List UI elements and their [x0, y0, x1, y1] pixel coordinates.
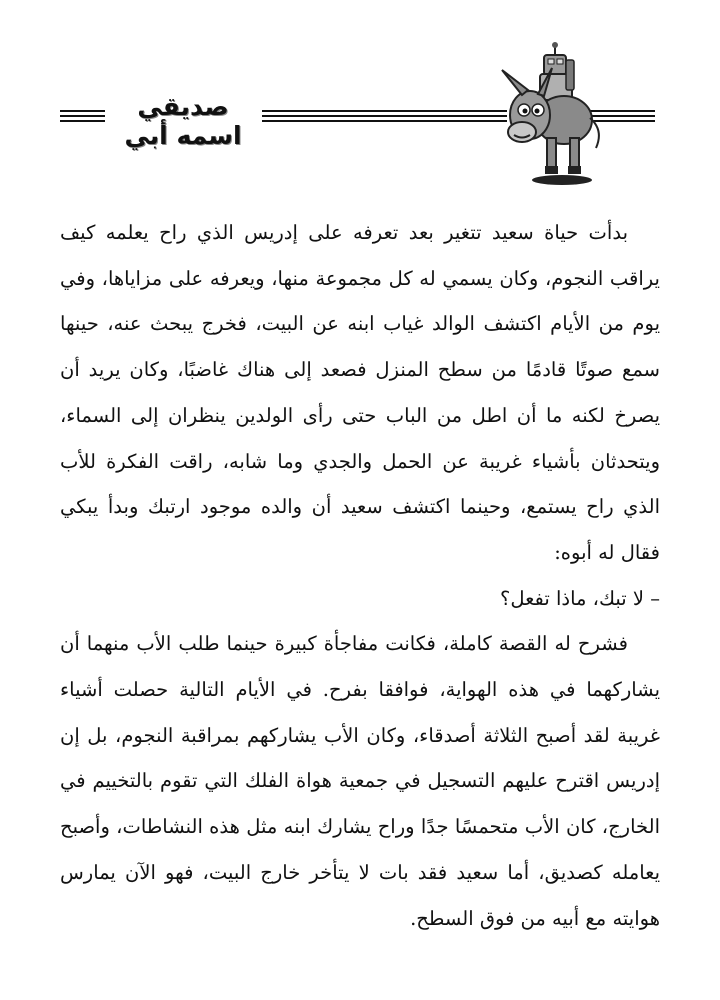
donkey-with-robot-icon — [492, 40, 612, 190]
decorative-rule-middle — [262, 110, 507, 124]
paragraph-2: فشرح له القصة كاملة، فكانت مفاجأة كبيرة حينما طلب الأب منهما أن يشاركهما في هذه الهواية، فوافقا بفرح. في الأيام التالية حصلت أشياء غريبة لقد أصبح الثلاثة أصدقاء، وكان الأب يشاركهم بمراقبة النجوم، بل إن إدريس اقترح عليهم التسجيل في جمعية هواة الفلك التي تقوم بالتخييم في الخارج، كان الأب متحمسًا جدًا وراح يشارك ابنه مثل هذه النشاطات، وأصبح يعامله كصديق، أما سعيد فقد بات لا يتأخر خارج البيت، فهو الآن يمارس هوايته مع أبيه من فوق السطح. — [60, 632, 660, 930]
story-text — [60, 210, 660, 941]
chapter-header — [0, 0, 720, 200]
chapter-title: صديقي اسمه أبي — [124, 92, 242, 150]
dialogue-line: – لا تبك، ماذا تفعل؟ — [499, 586, 660, 610]
paragraph-1: بدأت حياة سعيد تتغير بعد تعرفه على إدريس الذي راح يعلمه كيف يراقب النجوم، وكان يسمي له كل مجموعة منها، ويعرفه على مزاياها، وفي يوم من الأيام اكتشف الوالد غياب ابنه عن البيت، فخرج يبحث عنه، حينها سمع صوتًا قادمًا من سطح المنزل فصعد إلى هناك غاضبًا، وكان يريد أن يصرخ لكنه ما أن اطل من الباب حتى رأى الولدين ينظران إلى السماء، ويتحدثان بأشياء غريبة عن الحمل والجدي وما شابه، راقت الفكرة للأب الذي راح يستمع، وحينما اكتشف سعيد أن والده موجود ارتبك وبدأ يبكي فقال له أبوه: — [60, 221, 660, 564]
decorative-rule-left — [60, 110, 105, 124]
